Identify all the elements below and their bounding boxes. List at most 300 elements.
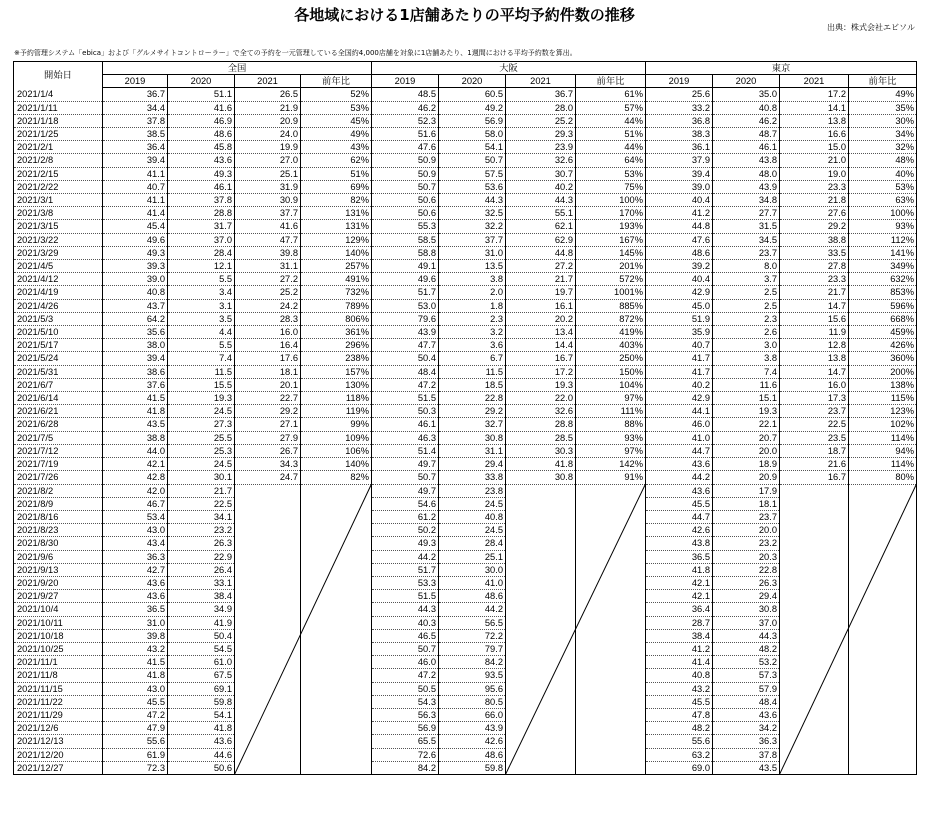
value-cell: 69.1 [168, 682, 235, 695]
value-cell [780, 510, 849, 523]
value-cell: 47.2 [372, 669, 439, 682]
value-cell [780, 748, 849, 761]
value-cell: 19.0 [780, 167, 849, 180]
value-cell: 18.1 [713, 497, 780, 510]
value-cell: 118% [301, 392, 372, 405]
value-cell: 44.3 [372, 603, 439, 616]
value-cell: 54.5 [168, 642, 235, 655]
value-cell: 33.8 [439, 471, 506, 484]
value-cell [780, 537, 849, 550]
value-cell [780, 708, 849, 721]
value-cell: 32.2 [439, 220, 506, 233]
value-cell: 51.5 [372, 590, 439, 603]
value-cell: 12.1 [168, 260, 235, 273]
value-cell: 38.0 [103, 339, 168, 352]
value-cell: 97% [576, 392, 646, 405]
value-cell: 55.3 [372, 220, 439, 233]
value-cell: 23.9 [506, 141, 576, 154]
value-cell: 27.1 [235, 418, 301, 431]
value-cell: 20.9 [235, 114, 301, 127]
table-row [14, 761, 917, 774]
value-cell: 41.0 [646, 431, 713, 444]
value-cell: 44.3 [506, 194, 576, 207]
value-cell [301, 695, 372, 708]
value-cell: 49.1 [372, 260, 439, 273]
value-cell [301, 563, 372, 576]
value-cell: 26.5 [235, 88, 301, 101]
value-cell [849, 603, 917, 616]
value-cell: 18.7 [780, 444, 849, 457]
value-cell: 41.9 [168, 616, 235, 629]
value-cell: 39.8 [235, 246, 301, 259]
header-tokyo-year-0: 2019 [646, 75, 713, 88]
value-cell: 632% [849, 273, 917, 286]
value-cell: 35% [849, 101, 917, 114]
value-cell: 50.7 [372, 642, 439, 655]
value-cell: 53.2 [713, 656, 780, 669]
value-cell: 11.9 [780, 326, 849, 339]
value-cell: 43.5 [103, 418, 168, 431]
value-cell: 49.3 [103, 246, 168, 259]
value-cell: 20.0 [713, 524, 780, 537]
value-cell: 140% [301, 458, 372, 471]
value-cell: 47.6 [372, 141, 439, 154]
value-cell: 82% [301, 471, 372, 484]
value-cell: 17.6 [235, 352, 301, 365]
value-cell: 15.6 [780, 312, 849, 325]
value-cell [235, 748, 301, 761]
value-cell: 100% [576, 194, 646, 207]
value-cell: 34.4 [103, 101, 168, 114]
value-cell: 48.0 [713, 167, 780, 180]
value-cell: 22.7 [235, 392, 301, 405]
value-cell: 38.6 [103, 365, 168, 378]
value-cell: 403% [576, 339, 646, 352]
table-row [14, 524, 917, 537]
value-cell: 11.6 [713, 378, 780, 391]
value-cell: 8.0 [713, 260, 780, 273]
table-row [14, 167, 917, 180]
value-cell [506, 563, 576, 576]
value-cell: 36.3 [103, 550, 168, 563]
value-cell: 29.4 [439, 458, 506, 471]
value-cell: 29.2 [235, 405, 301, 418]
value-cell: 43.6 [103, 590, 168, 603]
value-cell: 47.2 [372, 378, 439, 391]
value-cell: 46.3 [372, 431, 439, 444]
table-row [14, 233, 917, 246]
value-cell: 19.3 [506, 378, 576, 391]
value-cell: 31.0 [103, 616, 168, 629]
value-cell [235, 563, 301, 576]
value-cell: 56.9 [372, 722, 439, 735]
value-cell: 41.7 [646, 352, 713, 365]
value-cell [235, 761, 301, 774]
value-cell: 30.0 [439, 563, 506, 576]
value-cell: 44.6 [168, 748, 235, 761]
start-date-cell: 2021/11/29 [14, 708, 103, 721]
value-cell: 61.2 [372, 510, 439, 523]
value-cell: 21.9 [235, 101, 301, 114]
value-cell [235, 484, 301, 497]
value-cell [780, 695, 849, 708]
table-row [14, 656, 917, 669]
value-cell [576, 563, 646, 576]
value-cell: 361% [301, 326, 372, 339]
value-cell: 95.6 [439, 682, 506, 695]
value-cell [235, 524, 301, 537]
value-cell: 39.4 [103, 352, 168, 365]
value-cell: 37.8 [168, 194, 235, 207]
value-cell [301, 550, 372, 563]
value-cell: 48.4 [372, 365, 439, 378]
value-cell: 426% [849, 339, 917, 352]
value-cell: 61.0 [168, 656, 235, 669]
value-cell: 58.8 [372, 246, 439, 259]
value-cell: 24.5 [168, 458, 235, 471]
value-cell: 53.3 [372, 576, 439, 589]
value-cell: 41.8 [646, 563, 713, 576]
value-cell: 50.6 [168, 761, 235, 774]
value-cell: 37.6 [103, 378, 168, 391]
value-cell: 25.2 [235, 286, 301, 299]
start-date-cell: 2021/8/16 [14, 510, 103, 523]
value-cell [235, 590, 301, 603]
value-cell: 32.6 [506, 154, 576, 167]
value-cell [506, 603, 576, 616]
value-cell: 30.8 [506, 471, 576, 484]
table-row [14, 629, 917, 642]
value-cell: 14.4 [506, 339, 576, 352]
table-row [14, 748, 917, 761]
value-cell: 28.3 [235, 312, 301, 325]
value-cell [506, 682, 576, 695]
value-cell: 54.6 [372, 497, 439, 510]
value-cell: 13.4 [506, 326, 576, 339]
value-cell: 99% [301, 418, 372, 431]
value-cell: 34.8 [713, 194, 780, 207]
value-cell: 115% [849, 392, 917, 405]
value-cell: 42.7 [103, 563, 168, 576]
table-row [14, 207, 917, 220]
value-cell: 48.6 [439, 590, 506, 603]
value-cell: 22.8 [713, 563, 780, 576]
value-cell: 349% [849, 260, 917, 273]
value-cell: 51.5 [372, 392, 439, 405]
header-osaka-year-1: 2020 [439, 75, 506, 88]
value-cell: 238% [301, 352, 372, 365]
header-national-year-2: 2021 [235, 75, 301, 88]
value-cell: 41.5 [103, 656, 168, 669]
value-cell: 28.8 [168, 207, 235, 220]
value-cell: 41.8 [103, 405, 168, 418]
source-label: 出典：株式会社エビソル [827, 23, 915, 32]
value-cell: 34.2 [713, 722, 780, 735]
value-cell: 36.7 [506, 88, 576, 101]
value-cell [235, 695, 301, 708]
value-cell: 24.5 [439, 524, 506, 537]
value-cell: 16.0 [235, 326, 301, 339]
table-row [14, 444, 917, 457]
value-cell [301, 497, 372, 510]
value-cell: 806% [301, 312, 372, 325]
table-row [14, 220, 917, 233]
value-cell: 21.6 [780, 458, 849, 471]
value-cell: 20.9 [713, 471, 780, 484]
table-row [14, 431, 917, 444]
value-cell: 36.8 [646, 114, 713, 127]
value-cell: 25.5 [168, 431, 235, 444]
value-cell: 30.9 [235, 194, 301, 207]
value-cell [235, 669, 301, 682]
value-cell [849, 563, 917, 576]
value-cell: 40.7 [646, 339, 713, 352]
value-cell: 36.4 [646, 603, 713, 616]
value-cell: 50.3 [372, 405, 439, 418]
value-cell: 111% [576, 405, 646, 418]
value-cell: 20.2 [506, 312, 576, 325]
value-cell: 39.2 [646, 260, 713, 273]
table-row [14, 392, 917, 405]
table-row [14, 418, 917, 431]
table-row [14, 246, 917, 259]
value-cell [849, 722, 917, 735]
value-cell [849, 748, 917, 761]
start-date-cell: 2021/4/19 [14, 286, 103, 299]
value-cell: 36.7 [103, 88, 168, 101]
value-cell: 50.7 [372, 471, 439, 484]
value-cell: 46.0 [372, 656, 439, 669]
value-cell: 84.2 [439, 656, 506, 669]
value-cell: 42.8 [103, 471, 168, 484]
value-cell [301, 748, 372, 761]
value-cell: 32% [849, 141, 917, 154]
table-row [14, 735, 917, 748]
value-cell: 37.7 [235, 207, 301, 220]
value-cell: 41.5 [103, 392, 168, 405]
value-cell [576, 695, 646, 708]
value-cell [780, 761, 849, 774]
value-cell: 46.2 [372, 101, 439, 114]
value-cell: 138% [849, 378, 917, 391]
value-cell: 49.7 [372, 458, 439, 471]
value-cell: 257% [301, 260, 372, 273]
start-date-cell: 2021/7/26 [14, 471, 103, 484]
value-cell: 72.3 [103, 761, 168, 774]
value-cell: 15.5 [168, 378, 235, 391]
value-cell: 26.4 [168, 563, 235, 576]
table-row [14, 312, 917, 325]
start-date-cell: 2021/9/20 [14, 576, 103, 589]
value-cell: 45.8 [168, 141, 235, 154]
start-date-cell: 2021/5/17 [14, 339, 103, 352]
value-cell: 2.3 [713, 312, 780, 325]
value-cell: 61.9 [103, 748, 168, 761]
value-cell: 51% [576, 128, 646, 141]
value-cell: 38.4 [168, 590, 235, 603]
value-cell: 130% [301, 378, 372, 391]
value-cell: 94% [849, 444, 917, 457]
value-cell: 23.7 [780, 405, 849, 418]
value-cell: 33.1 [168, 576, 235, 589]
value-cell: 27.6 [780, 207, 849, 220]
header-osaka-yoy: 前年比 [576, 75, 646, 88]
value-cell: 30.8 [439, 431, 506, 444]
value-cell [506, 642, 576, 655]
value-cell [506, 708, 576, 721]
value-cell: 39.4 [103, 154, 168, 167]
value-cell: 38.8 [103, 431, 168, 444]
value-cell: 46.1 [168, 180, 235, 193]
value-cell [849, 735, 917, 748]
start-date-cell: 2021/9/6 [14, 550, 103, 563]
value-cell: 45.5 [646, 695, 713, 708]
value-cell: 43.6 [646, 458, 713, 471]
value-cell: 22.0 [506, 392, 576, 405]
value-cell: 45.4 [103, 220, 168, 233]
value-cell: 43.6 [103, 576, 168, 589]
value-cell [780, 629, 849, 642]
table-row [14, 471, 917, 484]
value-cell [506, 722, 576, 735]
start-date-cell: 2021/2/8 [14, 154, 103, 167]
value-cell: 23.2 [713, 537, 780, 550]
value-cell: 42.1 [103, 458, 168, 471]
value-cell: 14.1 [780, 101, 849, 114]
value-cell: 25.1 [439, 550, 506, 563]
table-row [14, 339, 917, 352]
value-cell: 33.2 [646, 101, 713, 114]
value-cell [576, 590, 646, 603]
value-cell: 27.0 [235, 154, 301, 167]
value-cell [849, 510, 917, 523]
value-cell: 360% [849, 352, 917, 365]
value-cell [506, 616, 576, 629]
value-cell: 66.0 [439, 708, 506, 721]
value-cell: 21.0 [780, 154, 849, 167]
value-cell: 28.0 [506, 101, 576, 114]
value-cell [506, 497, 576, 510]
value-cell [849, 550, 917, 563]
table-row [14, 537, 917, 550]
value-cell: 16.4 [235, 339, 301, 352]
value-cell [849, 682, 917, 695]
value-cell: 157% [301, 365, 372, 378]
table-row [14, 260, 917, 273]
table-row [14, 458, 917, 471]
value-cell: 49.6 [372, 273, 439, 286]
value-cell: 54.3 [372, 695, 439, 708]
value-cell: 35.0 [713, 88, 780, 101]
value-cell: 84.2 [372, 761, 439, 774]
start-date-cell: 2021/1/11 [14, 101, 103, 114]
value-cell: 43.9 [439, 722, 506, 735]
value-cell: 50.9 [372, 154, 439, 167]
value-cell: 55.1 [506, 207, 576, 220]
value-cell [780, 682, 849, 695]
value-cell [849, 616, 917, 629]
value-cell [849, 761, 917, 774]
header-national-year-0: 2019 [103, 75, 168, 88]
value-cell: 3.4 [168, 286, 235, 299]
value-cell: 19.9 [235, 141, 301, 154]
value-cell [849, 484, 917, 497]
value-cell: 49% [301, 128, 372, 141]
table-row [14, 101, 917, 114]
value-cell: 3.8 [439, 273, 506, 286]
value-cell: 45% [301, 114, 372, 127]
value-cell: 34.1 [168, 510, 235, 523]
value-cell: 25.2 [506, 114, 576, 127]
value-cell [780, 735, 849, 748]
value-cell [780, 484, 849, 497]
value-cell: 145% [576, 246, 646, 259]
value-cell: 55.6 [646, 735, 713, 748]
value-cell: 48.2 [713, 642, 780, 655]
value-cell: 2.0 [439, 286, 506, 299]
value-cell: 27.7 [713, 207, 780, 220]
value-cell [506, 510, 576, 523]
value-cell: 80.5 [439, 695, 506, 708]
start-date-cell: 2021/7/12 [14, 444, 103, 457]
start-date-cell: 2021/10/18 [14, 629, 103, 642]
value-cell: 11.5 [168, 365, 235, 378]
value-cell: 60.5 [439, 88, 506, 101]
value-cell [235, 722, 301, 735]
value-cell: 32.7 [439, 418, 506, 431]
value-cell: 93.5 [439, 669, 506, 682]
value-cell: 31.7 [168, 220, 235, 233]
start-date-cell: 2021/3/8 [14, 207, 103, 220]
value-cell: 39.3 [103, 260, 168, 273]
start-date-cell: 2021/12/13 [14, 735, 103, 748]
start-date-cell: 2021/3/15 [14, 220, 103, 233]
value-cell: 167% [576, 233, 646, 246]
value-cell [849, 642, 917, 655]
value-cell [780, 642, 849, 655]
value-cell: 18.1 [235, 365, 301, 378]
value-cell: 23.8 [439, 484, 506, 497]
value-cell: 41.0 [439, 576, 506, 589]
start-date-cell: 2021/1/4 [14, 88, 103, 101]
value-cell: 13.8 [780, 352, 849, 365]
value-cell: 30.1 [168, 471, 235, 484]
value-cell: 29.4 [713, 590, 780, 603]
value-cell [301, 642, 372, 655]
value-cell: 53% [301, 101, 372, 114]
value-cell: 30.7 [506, 167, 576, 180]
value-cell [506, 669, 576, 682]
value-cell: 14.7 [780, 299, 849, 312]
value-cell: 3.8 [713, 352, 780, 365]
value-cell: 45.0 [646, 299, 713, 312]
start-date-cell: 2021/5/10 [14, 326, 103, 339]
value-cell [506, 629, 576, 642]
value-cell: 47.8 [646, 708, 713, 721]
value-cell: 44.2 [372, 550, 439, 563]
value-cell: 47.2 [103, 708, 168, 721]
value-cell: 48.2 [646, 722, 713, 735]
value-cell: 123% [849, 405, 917, 418]
start-date-cell: 2021/8/30 [14, 537, 103, 550]
value-cell [576, 708, 646, 721]
table-row [14, 722, 917, 735]
value-cell [576, 510, 646, 523]
table-row [14, 563, 917, 576]
value-cell: 44.2 [439, 603, 506, 616]
table-row [14, 405, 917, 418]
value-cell: 48.6 [168, 128, 235, 141]
